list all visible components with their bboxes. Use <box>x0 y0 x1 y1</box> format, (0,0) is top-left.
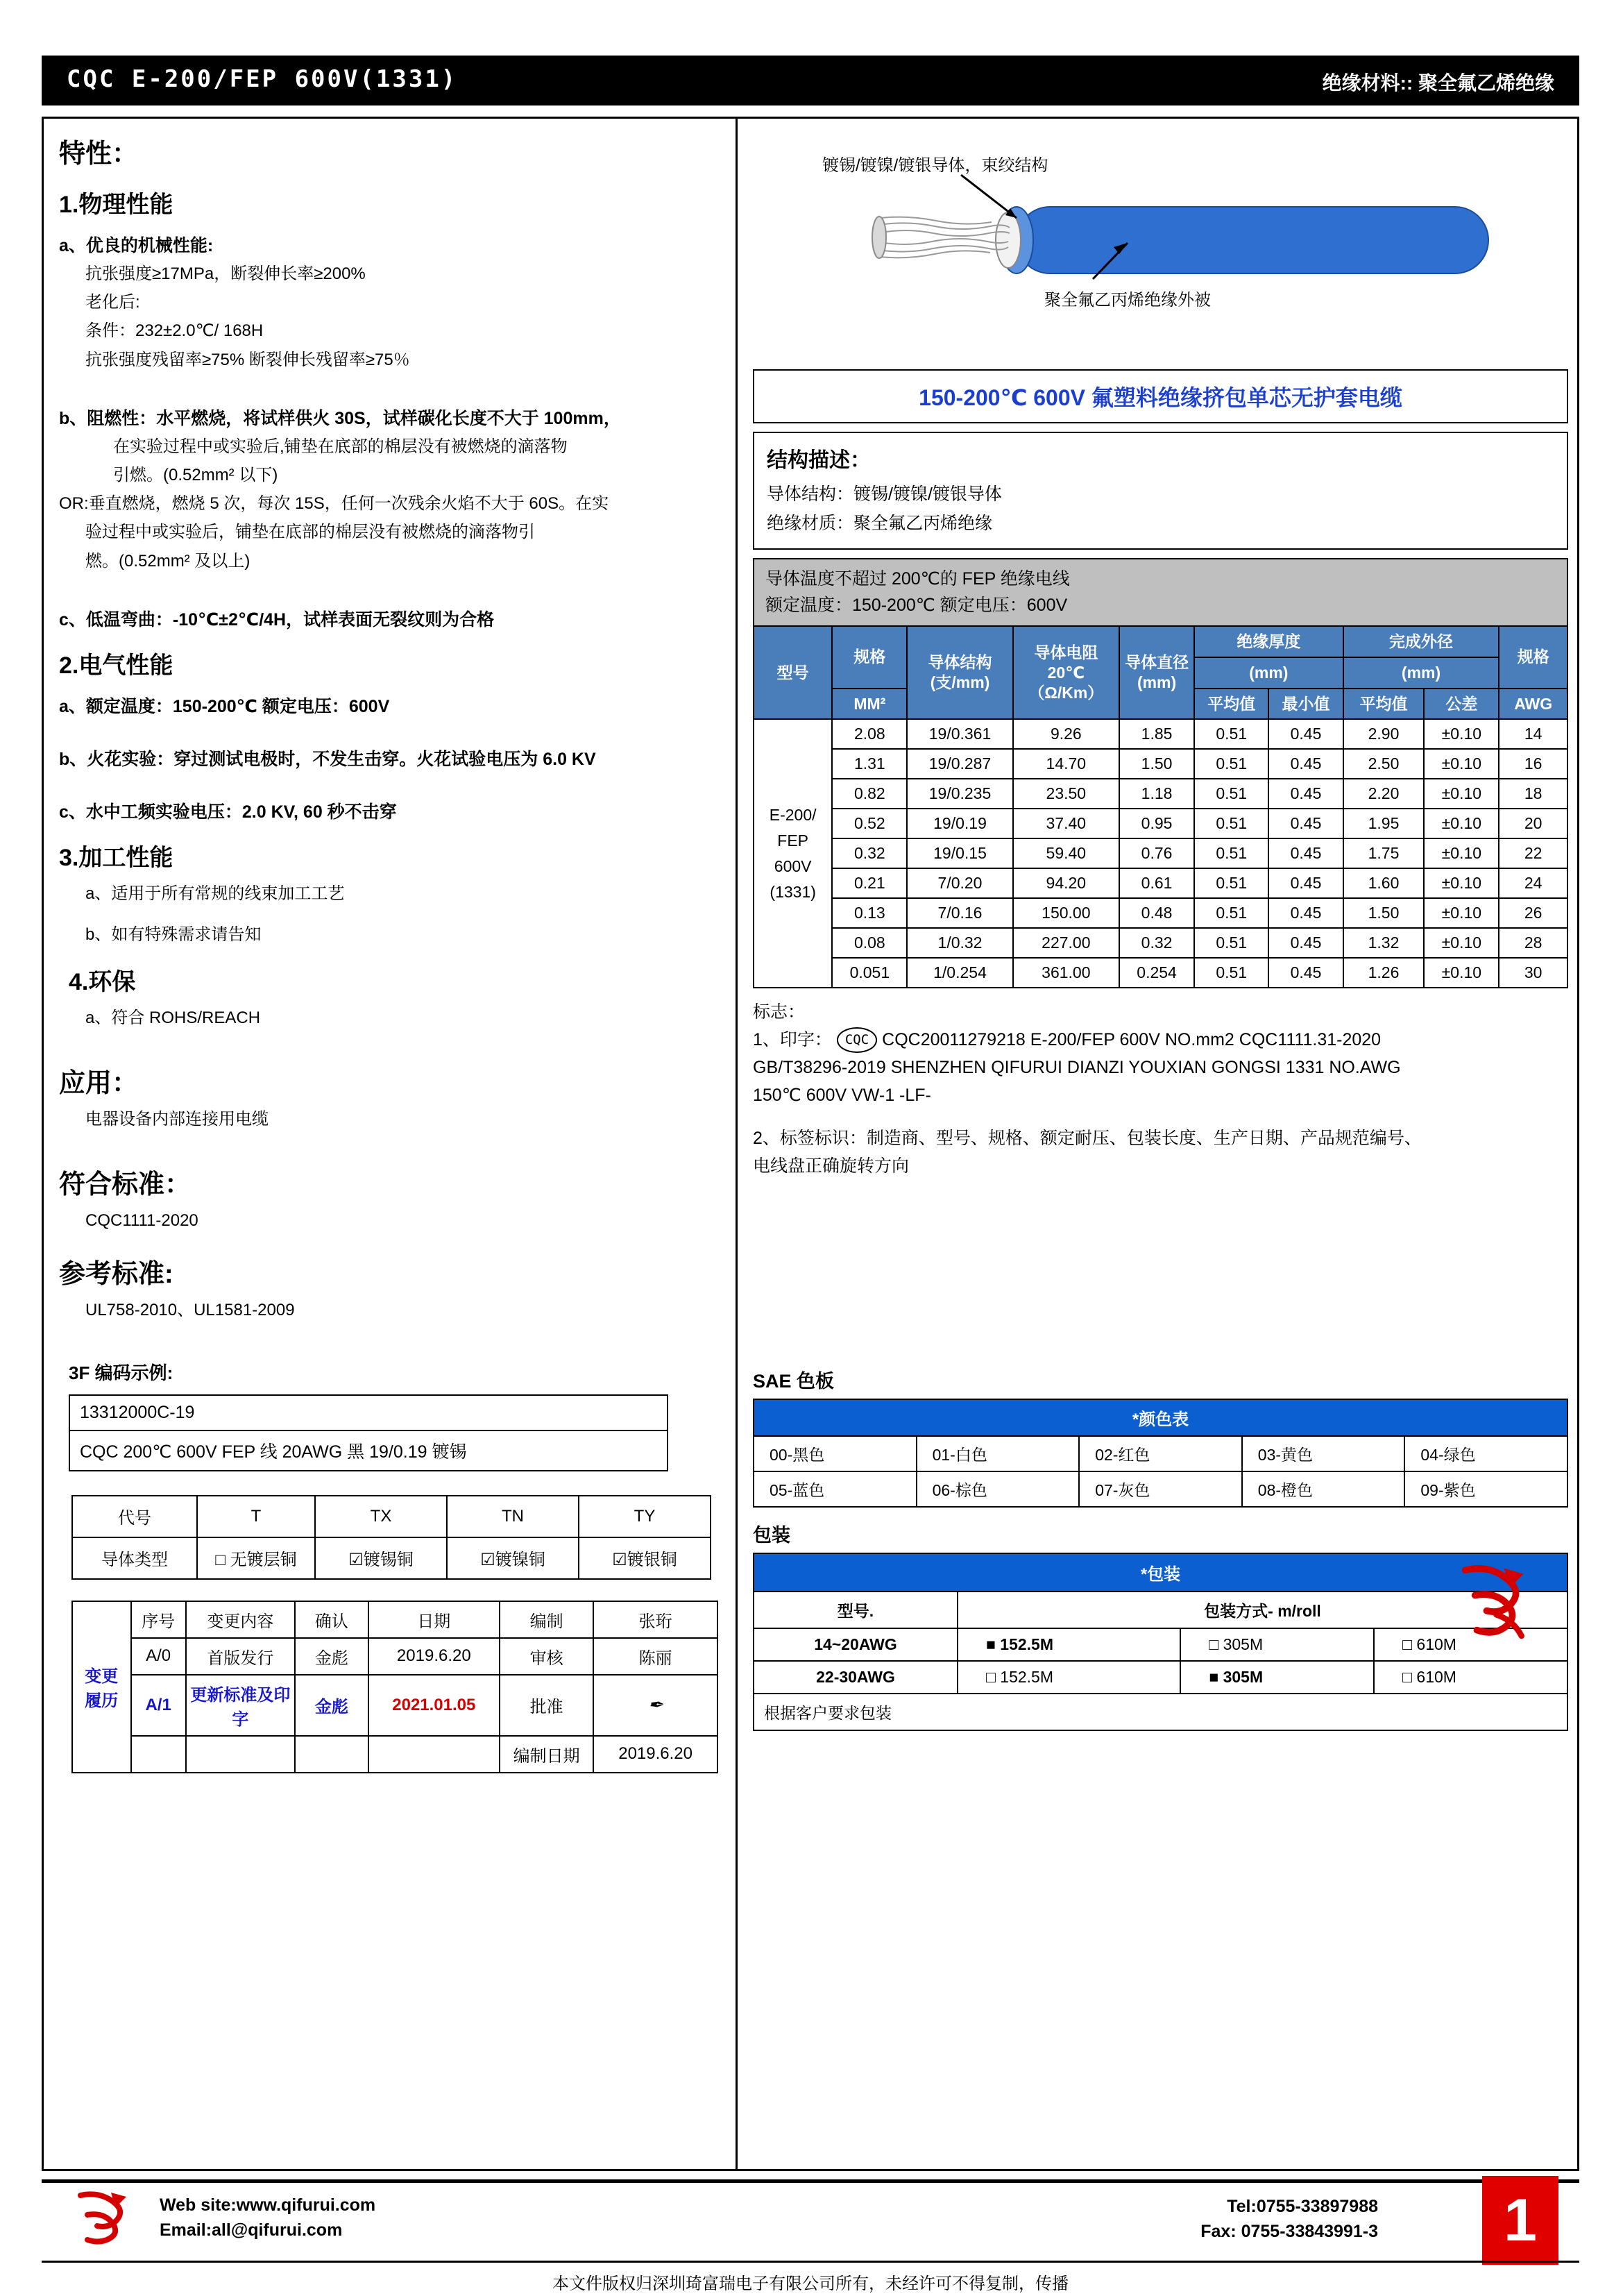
rev-r2-c5: 2019.6.20 <box>593 1736 717 1773</box>
footer-logo-icon <box>69 2188 146 2248</box>
spec-r4-c1: 19/0.15 <box>907 838 1012 868</box>
spec-r1-c6: 2.50 <box>1343 749 1425 779</box>
spec-r3-c1: 19/0.19 <box>907 809 1012 838</box>
spec-h-model: 型号 <box>754 626 832 719</box>
company-logo-icon <box>1452 1562 1549 1646</box>
code-header-2: TX <box>315 1496 447 1537</box>
table-row <box>754 1436 1567 1471</box>
spec-r2-c2: 23.50 <box>1013 779 1119 809</box>
header-title: CQC E-200/FEP 600V(1331) <box>67 65 458 93</box>
spec-r1-c7: ±0.10 <box>1424 749 1499 779</box>
revision-history-table <box>71 1601 718 1773</box>
conductor-type-table <box>71 1495 711 1580</box>
pack-r1-opt2[interactable]: ■ 305M <box>1180 1661 1374 1694</box>
spec-h-spec-unit: MM² <box>832 689 907 720</box>
spec-h-resistance: 导体电阻 20℃ （Ω/Km） <box>1013 626 1119 719</box>
spec-h-od-tol: 公差 <box>1424 689 1499 720</box>
rev-h-5: 张珩 <box>593 1601 717 1638</box>
section-electrical-title: 2.电气性能 <box>59 652 173 679</box>
packaging-title: 包装 <box>753 1525 790 1546</box>
spec-h-spec: 规格 <box>832 626 907 689</box>
spec-r8-c7: ±0.10 <box>1424 958 1499 988</box>
spec-r1-c5: 0.45 <box>1268 749 1343 779</box>
table-row <box>754 928 1567 958</box>
rev-r0-c1: 首版发行 <box>186 1638 295 1675</box>
physical-a-line4: 抗张强度残留率≥75% 断裂伸长残留率≥75％ <box>85 350 410 369</box>
marking-1-text: CQC20011279218 E-200/FEP 600V NO.mm2 CQC1111.31-2020 <box>882 1030 1382 1050</box>
physical-a-line2: 老化后: <box>85 293 140 312</box>
pack-r0-opt1[interactable]: ■ 152.5M <box>958 1628 1180 1661</box>
rev-r1-c0: A/1 <box>131 1675 186 1736</box>
color-07: 07-灰色 <box>1079 1471 1242 1507</box>
spec-r7-c5: 0.45 <box>1268 928 1343 958</box>
spec-r1-c0: 1.31 <box>832 749 907 779</box>
electrical-a: a、额定温度：150-200℃ 额定电压：600V <box>59 696 390 716</box>
spec-r0-c1: 19/0.361 <box>907 719 1012 749</box>
rev-r2-c1 <box>186 1736 295 1773</box>
spec-r4-c3: 0.76 <box>1119 838 1194 868</box>
cable-illustration <box>753 132 1568 361</box>
code-header-0: 代号 <box>72 1496 197 1537</box>
spec-r4-c0: 0.32 <box>832 838 907 868</box>
spec-r6-c4: 0.51 <box>1194 898 1268 928</box>
spec-r0-c6: 2.90 <box>1343 719 1425 749</box>
marking-line-1 <box>753 1026 1568 1054</box>
code-cell-0[interactable]: □ 无镀层铜 <box>197 1537 315 1579</box>
packaging-col-model: 型号. <box>754 1592 958 1628</box>
footer-fax: Fax: 0755-33843991-3 <box>1200 2222 1378 2242</box>
section-environment-title: 4.环保 <box>69 969 136 996</box>
table-row <box>754 719 1567 749</box>
spec-r5-c6: 1.60 <box>1343 868 1425 898</box>
code-example-box <box>69 1394 668 1471</box>
spec-r3-c8: 20 <box>1499 809 1567 838</box>
page-number: 1 <box>1482 2176 1558 2265</box>
table-row <box>754 958 1567 988</box>
marking-line-3: 150℃ 600V VW-1 -LF- <box>753 1086 931 1106</box>
spec-r8-c6: 1.26 <box>1343 958 1425 988</box>
spec-r6-c3: 0.48 <box>1119 898 1194 928</box>
spec-r8-c8: 30 <box>1499 958 1567 988</box>
table-row <box>754 779 1567 809</box>
processing-a: a、适用于所有常规的线束加工工艺 <box>85 884 345 903</box>
pack-r0-opt2[interactable]: □ 305M <box>1180 1628 1374 1661</box>
code-header-3: TN <box>447 1496 579 1537</box>
marking-1-prefix: 1、印字： <box>753 1030 832 1050</box>
application-text: 电器设备内部连接用电缆 <box>85 1110 269 1129</box>
physical-b-label: b、阻燃性：水平燃烧，将试样供火 30S，试样碳化长度不大于 100mm， <box>59 408 621 428</box>
spec-r6-c2: 150.00 <box>1013 898 1119 928</box>
spec-h-od-avg: 平均值 <box>1343 689 1425 720</box>
marking-line-2: GB/T38296-2019 SHENZHEN QIFURUI DIANZI YOUXIAN GONGSI 1331 NO.AWG <box>753 1058 1401 1078</box>
spec-r8-c2: 361.00 <box>1013 958 1119 988</box>
marking-line-4: 2、标签标识：制造商、型号、规格、额定耐压、包装长度、生产日期、产品规范编号、 <box>753 1129 1422 1149</box>
marking-title: 标志： <box>753 1002 806 1022</box>
spec-r5-c1: 7/0.20 <box>907 868 1012 898</box>
physical-b-line4: OR:垂直燃烧，燃烧 5 次，每次 15S，任何一次残余火焰不大于 60S。在实 <box>59 494 609 514</box>
reference-text: UL758-2010、UL1581-2009 <box>85 1300 295 1319</box>
spec-r1-c8: 16 <box>1499 749 1567 779</box>
color-09: 09-紫色 <box>1404 1471 1567 1507</box>
spec-r2-c1: 19/0.235 <box>907 779 1012 809</box>
header-subtitle: 绝缘材料:: 聚全氟乙烯绝缘 <box>1322 72 1554 94</box>
spec-h-diameter: 导体直径 (mm) <box>1119 626 1194 719</box>
rev-r0-c2: 金彪 <box>295 1638 368 1675</box>
copyright-notice: 本文件版权归深圳琦富瑞电子有限公司所有，未经许可不得复制，传播 <box>42 2261 1579 2294</box>
spec-r6-c0: 0.13 <box>832 898 907 928</box>
spec-r1-c3: 1.50 <box>1119 749 1194 779</box>
color-03: 03-黄色 <box>1242 1436 1405 1471</box>
table-row <box>754 868 1567 898</box>
spec-r0-c0: 2.08 <box>832 719 907 749</box>
cqc-stamp-icon: CQC <box>837 1027 877 1052</box>
rev-r2-c2 <box>295 1736 368 1773</box>
rev-r1-c3: 2021.01.05 <box>368 1675 500 1736</box>
table-row <box>754 809 1567 838</box>
color-table <box>753 1399 1568 1508</box>
spec-r3-c6: 1.95 <box>1343 809 1425 838</box>
footer-contact-left <box>160 2193 375 2243</box>
spec-r4-c2: 59.40 <box>1013 838 1119 868</box>
spec-r7-c3: 0.32 <box>1119 928 1194 958</box>
spec-h-od: 完成外径 <box>1343 626 1499 657</box>
revision-side-label: 变更 履历 <box>72 1601 131 1773</box>
code-cell-3[interactable]: ☑镀银铜 <box>579 1537 711 1579</box>
electrical-c: c、水中工频实验电压：2.0 KV, 60 秒不击穿 <box>59 802 397 822</box>
spec-r2-c3: 1.18 <box>1119 779 1194 809</box>
rev-r2-c0 <box>131 1736 186 1773</box>
pack-r1-opt1[interactable]: □ 152.5M <box>958 1661 1180 1694</box>
spec-h-insulation-unit: (mm) <box>1194 657 1343 689</box>
physical-b-line5: 验过程中或实验后，铺垫在底部的棉层没有被燃烧的滴落物引 <box>85 523 535 542</box>
spec-r2-c8: 18 <box>1499 779 1567 809</box>
color-05: 05-蓝色 <box>754 1471 917 1507</box>
table-row <box>754 1628 1567 1661</box>
packaging-col-method: 包装方式- m/roll <box>958 1592 1567 1628</box>
spec-r8-c3: 0.254 <box>1119 958 1194 988</box>
spec-caption-line2: 额定温度：150-200℃ 额定电压：600V <box>765 595 1068 615</box>
spec-r5-c0: 0.21 <box>832 868 907 898</box>
spec-h-ins-avg: 平均值 <box>1194 689 1268 720</box>
rev-r1-c2: 金彪 <box>295 1675 368 1736</box>
spec-h-awg: 规格 <box>1499 626 1567 689</box>
physical-a-label: a、优良的机械性能: <box>59 236 214 255</box>
page-header <box>42 56 1579 105</box>
signature-cell: ✒ <box>593 1675 717 1736</box>
application-title: 应用： <box>59 1069 139 1099</box>
section-processing-title: 3.加工性能 <box>59 844 173 871</box>
code-example-title: 3F 编码示例: <box>69 1362 173 1383</box>
code-example-line1: 13312000C-19 <box>70 1396 667 1431</box>
pack-r0-opt3[interactable]: □ 610M <box>1374 1628 1567 1661</box>
spec-r7-c8: 28 <box>1499 928 1567 958</box>
rev-h-2: 确认 <box>295 1601 368 1638</box>
rev-r2-c4: 编制日期 <box>500 1736 593 1773</box>
spec-r0-c8: 14 <box>1499 719 1567 749</box>
environment-a: a、符合 ROHS/REACH <box>85 1008 261 1028</box>
pack-r1-opt3[interactable]: □ 610M <box>1374 1661 1567 1694</box>
footer-tel: Tel:0755-33897988 <box>1227 2197 1378 2216</box>
spec-r3-c2: 37.40 <box>1013 809 1119 838</box>
spec-r3-c5: 0.45 <box>1268 809 1343 838</box>
physical-b-line3: 引燃。(0.52mm² 以下) <box>113 465 278 484</box>
spec-r5-c7: ±0.10 <box>1424 868 1499 898</box>
rev-r2-c3 <box>368 1736 500 1773</box>
spec-h-ins-min: 最小值 <box>1268 689 1343 720</box>
structure-description-box <box>753 432 1568 550</box>
marking-section <box>753 998 1568 1180</box>
rev-r0-c3: 2019.6.20 <box>368 1638 500 1675</box>
rev-r1-c1: 更新标准及印字 <box>186 1675 295 1736</box>
color-04: 04-绿色 <box>1404 1436 1567 1471</box>
code-example-line2: CQC 200℃ 600V FEP 线 20AWG 黑 19/0.19 镀锡 <box>80 1442 467 1462</box>
spec-r5-c2: 94.20 <box>1013 868 1119 898</box>
spec-r6-c7: ±0.10 <box>1424 898 1499 928</box>
physical-b-line6: 燃。(0.52mm² 及以上) <box>85 551 250 571</box>
pack-r1-model: 22-30AWG <box>754 1661 958 1694</box>
processing-b: b、如有特殊需求请告知 <box>85 925 262 944</box>
spec-r7-c6: 1.32 <box>1343 928 1425 958</box>
spec-r6-c6: 1.50 <box>1343 898 1425 928</box>
table-row <box>754 898 1567 928</box>
rev-r1-c4: 批准 <box>500 1675 593 1736</box>
packaging-table <box>753 1553 1568 1731</box>
spec-r7-c1: 1/0.32 <box>907 928 1012 958</box>
spec-r7-c4: 0.51 <box>1194 928 1268 958</box>
code-cell-2[interactable]: ☑镀镍铜 <box>447 1537 579 1579</box>
spec-r6-c8: 26 <box>1499 898 1567 928</box>
spec-r5-c5: 0.45 <box>1268 868 1343 898</box>
left-column <box>59 132 718 1773</box>
spec-h-awg-unit: AWG <box>1499 689 1567 720</box>
spec-r6-c5: 0.45 <box>1268 898 1343 928</box>
table-row <box>754 1661 1567 1694</box>
right-column <box>753 132 1568 1731</box>
rev-r0-c5: 陈丽 <box>593 1638 717 1675</box>
sae-color-title: SAE 色板 <box>753 1371 835 1392</box>
spec-r3-c7: ±0.10 <box>1424 809 1499 838</box>
spec-r1-c4: 0.51 <box>1194 749 1268 779</box>
spec-r0-c3: 1.85 <box>1119 719 1194 749</box>
spec-r2-c6: 2.20 <box>1343 779 1425 809</box>
color-08: 08-橙色 <box>1242 1471 1405 1507</box>
spec-r5-c3: 0.61 <box>1119 868 1194 898</box>
structure-conductor: 导体结构：镀锡/镀镍/镀银导体 <box>767 484 1002 504</box>
spec-r2-c7: ±0.10 <box>1424 779 1499 809</box>
standard-title: 符合标准： <box>59 1170 192 1200</box>
page-footer <box>42 2179 1579 2293</box>
specification-table <box>753 625 1568 988</box>
color-02: 02-红色 <box>1079 1436 1242 1471</box>
spec-table-caption <box>753 558 1568 625</box>
spec-h-insulation: 绝缘厚度 <box>1194 626 1343 657</box>
electrical-b: b、火花实验：穿过测试电极时，不发生击穿。火花试验电压为 6.0 KV <box>59 749 596 769</box>
pack-r0-model: 14~20AWG <box>754 1628 958 1661</box>
features-title: 特性： <box>59 140 139 169</box>
table-row <box>754 838 1567 868</box>
product-blue-title: 150-200℃ 600V 氟塑料绝缘挤包单芯无护套电缆 <box>753 369 1568 423</box>
color-01: 01-白色 <box>917 1436 1080 1471</box>
rev-r0-c0: A/0 <box>131 1638 186 1675</box>
spec-h-struct: 导体结构 (支/mm) <box>907 626 1012 719</box>
spec-r7-c0: 0.08 <box>832 928 907 958</box>
footer-contact-right <box>1200 2194 1378 2245</box>
spec-table-body <box>754 719 1567 988</box>
spec-caption-line1: 导体温度不超过 200℃的 FEP 绝缘电线 <box>765 569 1070 589</box>
cable-caption-conductor: 镀锡/镀镍/镀银导体，束绞结构 <box>822 156 1048 175</box>
spec-r4-c8: 22 <box>1499 838 1567 868</box>
spec-r3-c3: 0.95 <box>1119 809 1194 838</box>
spec-model-cell: E-200/ FEP 600V (1331) <box>754 719 832 988</box>
spec-r6-c1: 7/0.16 <box>907 898 1012 928</box>
spec-r8-c0: 0.051 <box>832 958 907 988</box>
spec-r0-c5: 0.45 <box>1268 719 1343 749</box>
spec-r0-c2: 9.26 <box>1013 719 1119 749</box>
section-physical-title: 1.物理性能 <box>59 192 173 218</box>
spec-r7-c7: ±0.10 <box>1424 928 1499 958</box>
physical-c-label: c、低温弯曲：-10℃±2℃/4H，试样表面无裂纹则为合格 <box>59 609 495 630</box>
reference-title: 参考标准: <box>59 1259 173 1289</box>
spec-r4-c6: 1.75 <box>1343 838 1425 868</box>
spec-r2-c4: 0.51 <box>1194 779 1268 809</box>
cable-caption-insulation: 聚全氟乙丙烯绝缘外被 <box>1044 291 1211 310</box>
structure-insulation: 绝缘材质：聚全氟乙丙烯绝缘 <box>767 514 993 533</box>
footer-email[interactable]: Email:all@qifurui.com <box>160 2220 343 2240</box>
packaging-note: 根据客户要求包装 <box>754 1694 1567 1730</box>
spec-r5-c8: 24 <box>1499 868 1567 898</box>
rev-r0-c4: 审核 <box>500 1638 593 1675</box>
physical-b-line2: 在实验过程中或实验后,铺垫在底部的棉层没有被燃烧的滴落物 <box>113 437 568 456</box>
spec-r4-c4: 0.51 <box>1194 838 1268 868</box>
spec-r8-c1: 1/0.254 <box>907 958 1012 988</box>
spec-r4-c7: ±0.10 <box>1424 838 1499 868</box>
spec-r3-c4: 0.51 <box>1194 809 1268 838</box>
spec-r5-c4: 0.51 <box>1194 868 1268 898</box>
color-00: 00-黑色 <box>754 1436 917 1471</box>
marking-line-5: 电线盘正确旋转方向 <box>753 1156 910 1176</box>
footer-website[interactable]: Web site:www.qifurui.com <box>160 2195 376 2215</box>
spec-r1-c1: 19/0.287 <box>907 749 1012 779</box>
rev-h-1: 变更内容 <box>186 1601 295 1638</box>
spec-r1-c2: 14.70 <box>1013 749 1119 779</box>
rev-h-4: 编制 <box>500 1601 593 1638</box>
physical-a-line3: 条件：232±2.0℃/ 168H <box>85 321 264 341</box>
code-cell-1[interactable]: ☑镀锡铜 <box>315 1537 447 1579</box>
spec-r4-c5: 0.45 <box>1268 838 1343 868</box>
spec-r0-c4: 0.51 <box>1194 719 1268 749</box>
code-header-4: TY <box>579 1496 711 1537</box>
spec-r8-c5: 0.45 <box>1268 958 1343 988</box>
physical-a-line1: 抗张强度≥17MPa，断裂伸长率≥200% <box>85 264 366 283</box>
color-06: 06-棕色 <box>917 1471 1080 1507</box>
spec-r7-c2: 227.00 <box>1013 928 1119 958</box>
structure-title: 结构描述： <box>767 449 871 472</box>
table-row <box>754 1471 1567 1507</box>
rev-h-3: 日期 <box>368 1601 500 1638</box>
spec-r8-c4: 0.51 <box>1194 958 1268 988</box>
spec-r2-c0: 0.82 <box>832 779 907 809</box>
spec-h-od-unit: (mm) <box>1343 657 1499 689</box>
code-header-1: T <box>197 1496 315 1537</box>
spec-r2-c5: 0.45 <box>1268 779 1343 809</box>
rev-h-0: 序号 <box>131 1601 186 1638</box>
packaging-header: *包装 <box>754 1553 1567 1592</box>
table-row <box>754 749 1567 779</box>
column-divider <box>736 117 738 2171</box>
code-row-label: 导体类型 <box>72 1537 197 1579</box>
color-table-header: *颜色表 <box>754 1399 1567 1436</box>
standard-text: CQC1111-2020 <box>85 1211 198 1231</box>
spec-r0-c7: ±0.10 <box>1424 719 1499 749</box>
spec-r3-c0: 0.52 <box>832 809 907 838</box>
